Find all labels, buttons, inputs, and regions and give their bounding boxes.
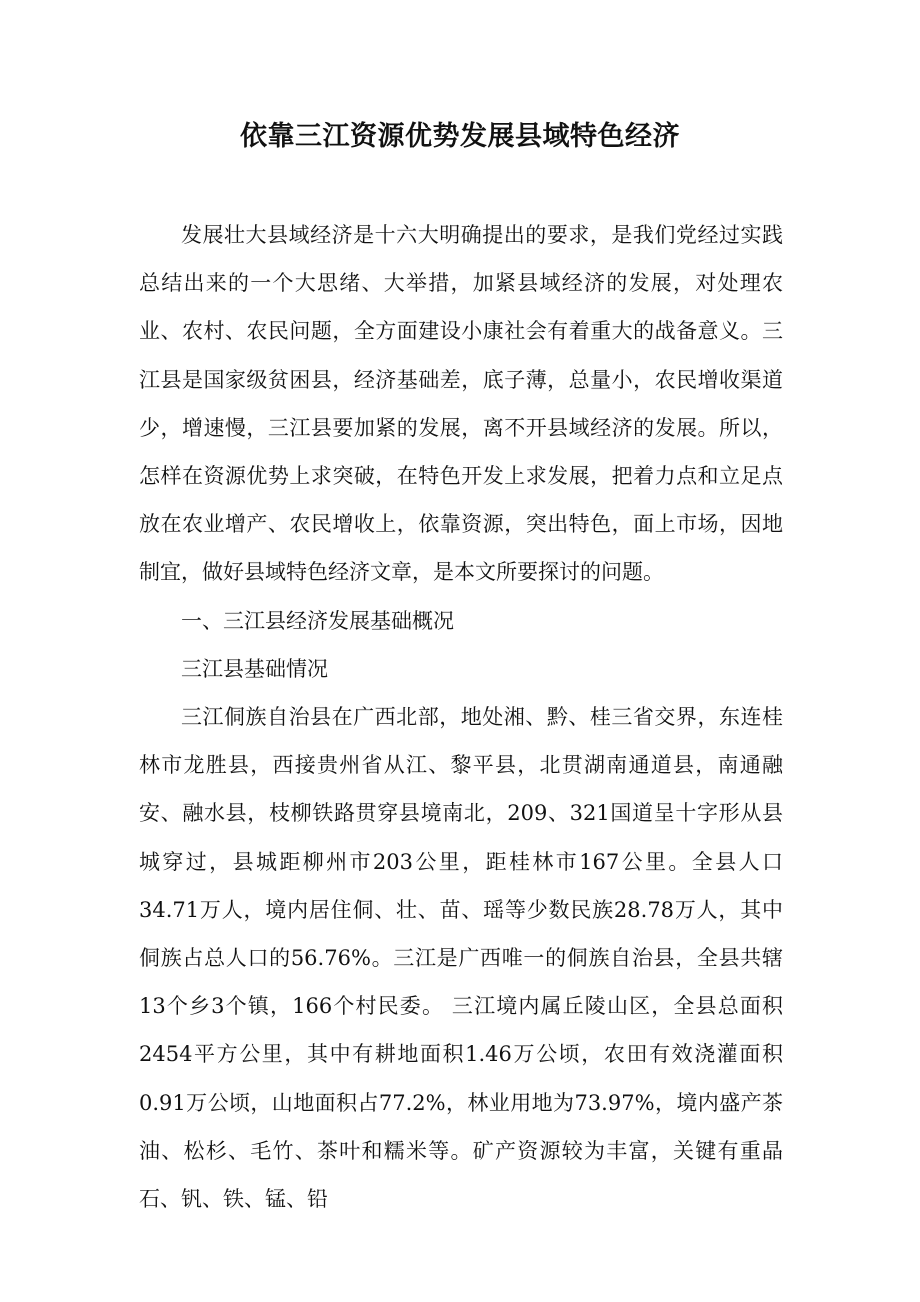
document-body xyxy=(139,211,783,1223)
document-title: 依靠三江资源优势发展县域特色经济 xyxy=(240,121,680,152)
intro-paragraph: 发展壮大县域经济是十六大明确提出的要求，是我们党经过实践总结出来的一个大思绪、大举措，加紧县域经济的发展，对处理农业、农村、农民问题，全方面建设小康社会有着重大的战备意义。三江县是国家级贫困县，经济基础差，底子薄，总量小，农民增收渠道少，增速慢，三江县要加紧的发展，离不开县域经济的发展。所以，怎样在资源优势上求突破，在特色开发上求发展，把着力点和立足点放在农业增产、农民增收上，依靠资源，突出特色，面上市场，因地制宜，做好县域特色经济文章，是本文所要探讨的问题。 xyxy=(139,223,783,585)
overview-paragraph: 三江侗族自治县在广西北部，地处湘、黔、桂三省交界，东连桂林市龙胜县，西接贵州省从江、黎平县，北贯湖南通道县，南通融安、融水县，枝柳铁路贯穿县境南北，209、321国道呈十字形从县城穿过，县城距柳州市203公里，距桂林市167公里。全县人口34.71万人，境内居住侗、壮、苗、瑶等少数民族28.78万人，其中侗族占总人口的56.76%。三江是广西唯一的侗族自治县，全县共辖13个乡3个镇，166个村民委。 三江境内属丘陵山区，全县总面积2454平方公里，其中有耕地面积1.46万公顷，农田有效浇灌面积0.91万公顷，山地面积占77.2%，林业用地为73.97%，境内盛产茶油、松杉、毛竹、茶叶和糯米等。矿产资源较为丰富，关键有重晶石、钒、铁、锰、铅 xyxy=(139,705,783,1212)
subsection-heading: 三江县基础情况 xyxy=(181,656,328,681)
section-heading: 一、三江县经济发展基础概况 xyxy=(181,608,454,633)
